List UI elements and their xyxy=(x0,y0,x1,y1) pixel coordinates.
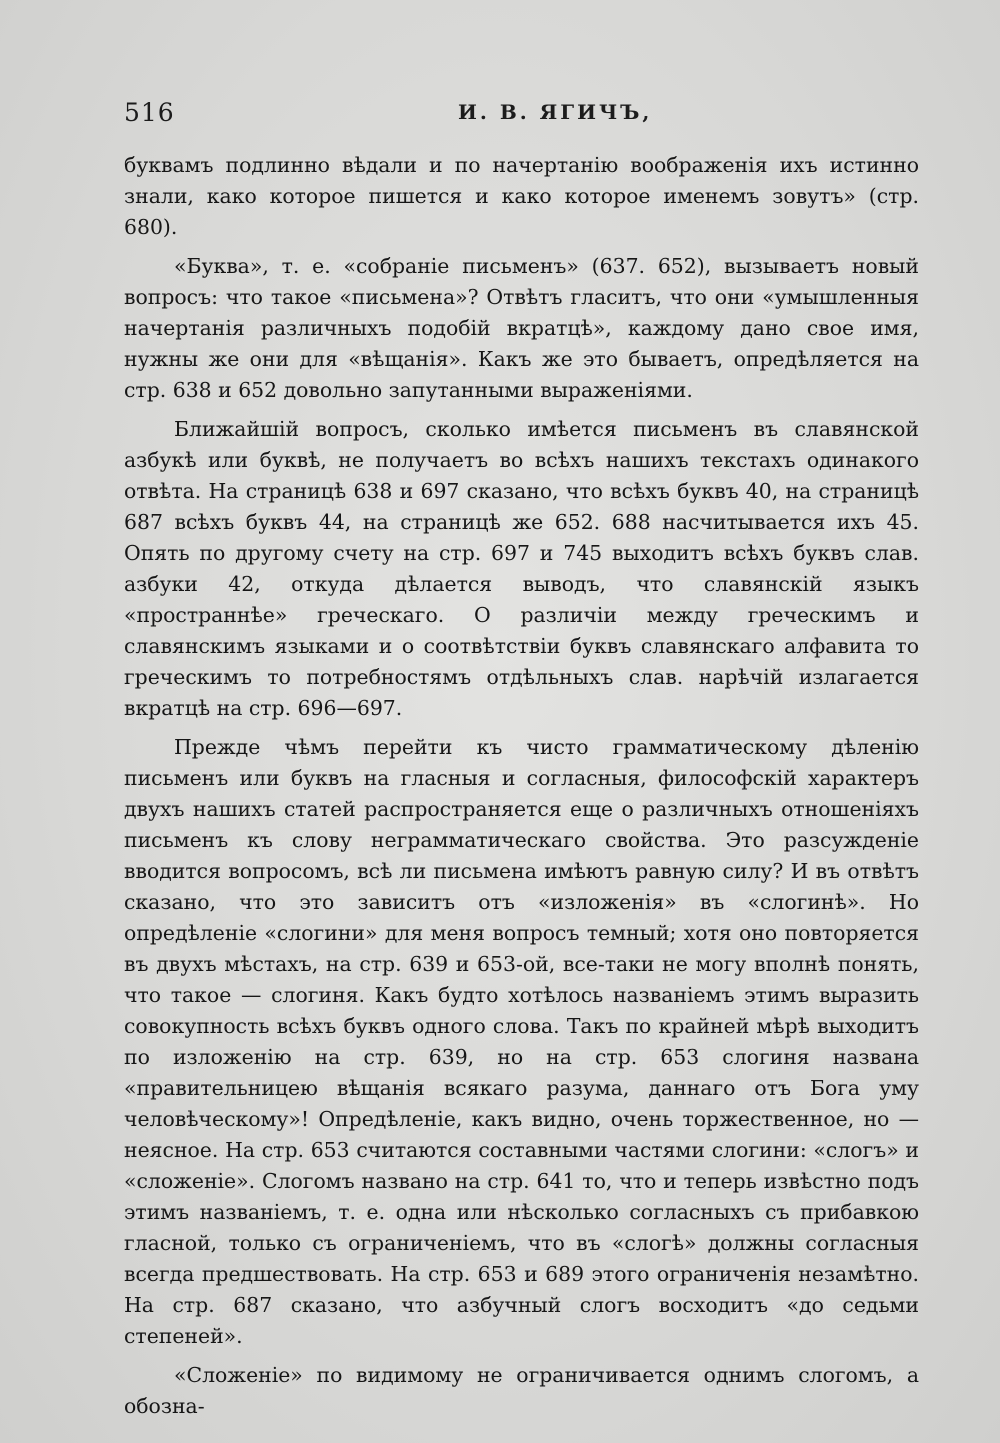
paragraph: Ближайшій вопросъ, сколько имѣется письменъ въ славянской азбукѣ или буквѣ, не получаетъ во всѣхъ нашихъ текстахъ одинакого отвѣта. На страницѣ 638 и 697 сказано, что всѣхъ буквъ 40, на страницѣ 687 всѣхъ буквъ 44, на страницѣ же 652. 688 насчитывается ихъ 45. Опять по другому счету на стр. 697 и 745 выходитъ всѣхъ буквъ слав. азбуки 42, откуда дѣлается выводъ, что славянскій языкъ «пространнѣе» греческаго. О различіи между греческимъ и славянскимъ языками и о соотвѣтствіи буквъ славянскаго алфавита то греческимъ то потребностямъ отдѣльныхъ слав. нарѣчій излагается вкратцѣ на стр. 696—697. xyxy=(124,417,919,720)
body-text xyxy=(124,150,919,1422)
paragraph: «Буква», т. е. «собраніе письменъ» (637. 652), вызываетъ новый вопросъ: что такое «письмена»? Отвѣтъ гласитъ, что они «умышленныя начертанія различныхъ подобій вкратцѣ», каждому дано свое имя, нужны же они для «вѣщанія». Какъ же это бываетъ, опредѣляется на стр. 638 и 652 довольно запутанными выраженіями. xyxy=(124,254,919,402)
paragraph: Прежде чѣмъ перейти къ чисто грамматическому дѣленію письменъ или буквъ на гласныя и согласныя, философскій характеръ двухъ нашихъ статей распространяется еще о различныхъ отношеніяхъ письменъ къ слову неграмматическаго свойства. Это разсужденіе вводится вопросомъ, всѣ ли письмена имѣютъ равную силу? И въ отвѣтъ сказано, что это зависитъ отъ «изложенія» въ «слогинѣ». Но опредѣленіе «слогини» для меня вопросъ темный; хотя оно повторяется въ двухъ мѣстахъ, на стр. 639 и 653-ой, все-таки не могу вполнѣ понять, что такое — слогиня. Какъ будто хотѣлось названіемъ этимъ выразить совокупность всѣхъ буквъ одного слова. Такъ по крайней мѣрѣ выходитъ по изложенію на стр. 639, но на стр. 653 слогиня названа «правительницею вѣщанія всякаго разума, даннаго отъ Бога уму человѣческому»! Опредѣленіе, какъ видно, очень торжественное, но — неясное. На стр. 653 считаются составными частями слогини: «слогъ» и «сложеніе». Слогомъ названо на стр. 641 то, что и теперь извѣстно подъ этимъ названіемъ, т. е. одна или нѣсколько согласныхъ съ прибавкою гласной, только съ ограниченіемъ, что въ «слогѣ» должны согласныя всегда предшествовать. На стр. 653 и 689 этого ограниченія незамѣтно. На стр. 687 сказано, что азбучный слогъ восходитъ «до седьми степеней». xyxy=(124,735,919,1348)
running-head: И. В. ЯГИЧЪ, xyxy=(458,100,653,124)
page-header xyxy=(124,98,919,132)
page-number: 516 xyxy=(124,98,175,127)
paragraph: «Сложеніе» по видимому не ограничивается однимъ слогомъ, а обозна- xyxy=(124,1363,919,1418)
paragraph: буквамъ подлинно вѣдали и по начертанію воображенія ихъ истинно знали, како которое пишется и како которое именемъ зовутъ» (стр. 680). xyxy=(124,153,919,239)
